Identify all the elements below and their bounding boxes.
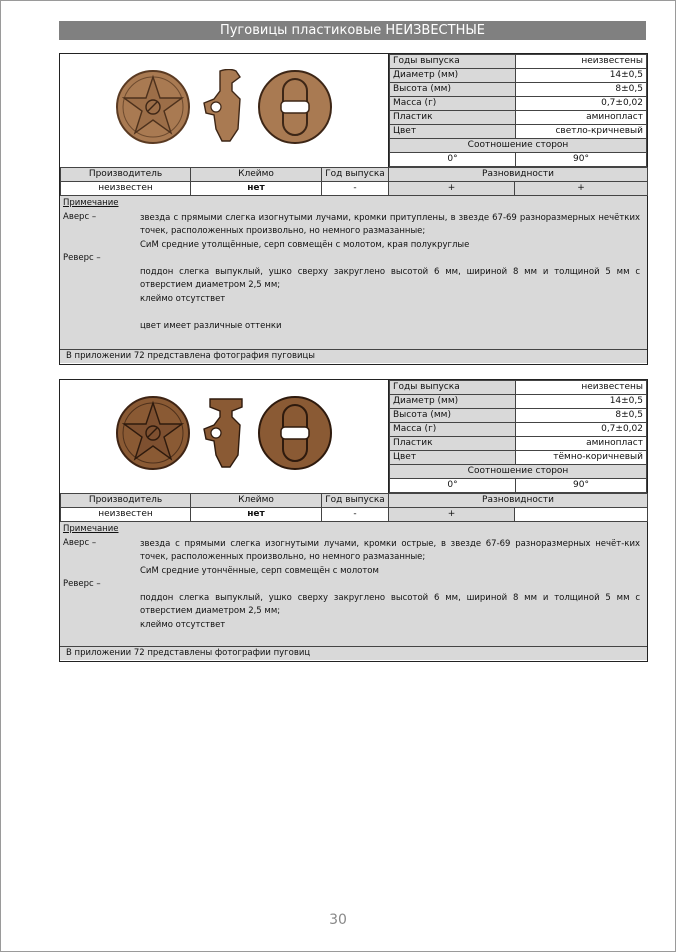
button-back-image (257, 69, 333, 145)
year-value: - (322, 508, 389, 522)
revers-text-1: поддон слегка выпуклый, ушко сверху закруглено высотой 6 мм, шириной 8 мм и толщиной 5 мм с отверстием диаметром 2,5 мм; (140, 593, 640, 616)
spec-value: 14±0,5 (516, 395, 647, 409)
spec-label: Масса (г) (390, 423, 516, 437)
ratio-header: Соотношение сторон (390, 139, 647, 153)
appendix-text: В приложении 72 представлена фотография пуговицы (66, 351, 315, 361)
page-title: Пуговицы пластиковые НЕИЗВЕСТНЫЕ (59, 21, 646, 40)
spec-value: аминопласт (516, 437, 647, 451)
avers-label: Аверс – (63, 212, 97, 222)
maker-value: неизвестен (61, 508, 191, 522)
button-card-2 (59, 379, 648, 662)
variants-header: Разновидности (389, 494, 648, 508)
spec-value: неизвестены (516, 55, 647, 69)
spec-label: Пластик (390, 111, 516, 125)
avers-text-1: звезда с прямыми слегка изогнутыми лучами, кромки притуплены, в звезде 67-69 разноразмерных нечётких точек, расположенных произвольно, но немного размазанные; (140, 213, 640, 236)
button-photos (60, 54, 389, 167)
spec-value: 8±0,5 (516, 409, 647, 423)
ratio-0: 0° (390, 479, 516, 493)
revers-text-3: цвет имеет различные оттенки (140, 321, 282, 331)
spec-label: Годы выпуска (390, 381, 516, 395)
spec-value: тёмно-коричневый (516, 451, 647, 465)
revers-text-1: поддон слегка выпуклый, ушко сверху закруглено высотой 6 мм, шириной 8 мм и толщиной 5 мм с отверстием диаметром 2,5 мм; (140, 267, 640, 290)
spec-value: аминопласт (516, 111, 647, 125)
spec-label: Диаметр (мм) (390, 395, 516, 409)
maker-table (60, 493, 648, 522)
revers-text-2: клеймо отсутствет (140, 294, 226, 304)
appendix-note (60, 349, 647, 363)
revers-label: Реверс – (63, 253, 101, 263)
spec-value: 0,7±0,02 (516, 97, 647, 111)
spec-value: 8±0,5 (516, 83, 647, 97)
year-value: - (322, 182, 389, 196)
button-side-image (202, 69, 250, 145)
button-photos (60, 380, 389, 493)
spec-label: Масса (г) (390, 97, 516, 111)
variant-90-value (515, 508, 648, 522)
appendix-text: В приложении 72 представлены фотографии пуговиц (66, 648, 311, 658)
avers-label: Аверс – (63, 538, 97, 548)
spec-label: Годы выпуска (390, 55, 516, 69)
button-front-image (115, 69, 191, 145)
mark-value: нет (191, 182, 322, 196)
maker-value: неизвестен (61, 182, 191, 196)
button-back-image (257, 395, 333, 471)
spec-value: 0,7±0,02 (516, 423, 647, 437)
variants-header: Разновидности (389, 168, 648, 182)
appendix-note (60, 646, 647, 660)
ratio-header: Соотношение сторон (390, 465, 647, 479)
spec-label: Цвет (390, 125, 516, 139)
spec-value: светло-кричневый (516, 125, 647, 139)
specs-table (389, 54, 647, 167)
year-header: Год выпуска (322, 494, 389, 508)
avers-text-1: звезда с прямыми слегка изогнутыми лучами, кромки острые, в звезде 67-69 разноразмерных нечёт-ких точек, расположенных произвольно, но немного размазанные; (140, 539, 640, 562)
spec-label: Диаметр (мм) (390, 69, 516, 83)
spec-label: Цвет (390, 451, 516, 465)
ratio-90: 90° (516, 153, 647, 167)
maker-header: Производитель (61, 494, 191, 508)
maker-table (60, 167, 648, 196)
variant-90-value: + (515, 182, 648, 196)
notes-section (60, 521, 647, 647)
specs-table (389, 380, 647, 493)
button-side-image (202, 395, 250, 471)
mark-header: Клеймо (191, 494, 322, 508)
button-card-1 (59, 53, 648, 365)
year-header: Год выпуска (322, 168, 389, 182)
ratio-90: 90° (516, 479, 647, 493)
spec-label: Пластик (390, 437, 516, 451)
avers-text-2: СиМ средние утолщённые, серп совмещён с молотом, края полукруглые (140, 240, 470, 250)
ratio-0: 0° (390, 153, 516, 167)
notes-section (60, 195, 647, 350)
variant-0-value: + (389, 508, 515, 522)
avers-text-2: СиМ средние утончённые, серп совмещён с молотом (140, 566, 379, 576)
maker-header: Производитель (61, 168, 191, 182)
spec-label: Высота (мм) (390, 83, 516, 97)
button-front-image (115, 395, 191, 471)
notes-title: Примечание (63, 198, 119, 208)
page-number: 30 (329, 912, 347, 928)
notes-title: Примечание (63, 524, 119, 534)
variant-0-value: + (389, 182, 515, 196)
spec-value: неизвестены (516, 381, 647, 395)
mark-value: нет (191, 508, 322, 522)
mark-header: Клеймо (191, 168, 322, 182)
revers-label: Реверс – (63, 579, 101, 589)
spec-value: 14±0,5 (516, 69, 647, 83)
revers-text-2: клеймо отсутствет (140, 620, 226, 630)
spec-label: Высота (мм) (390, 409, 516, 423)
